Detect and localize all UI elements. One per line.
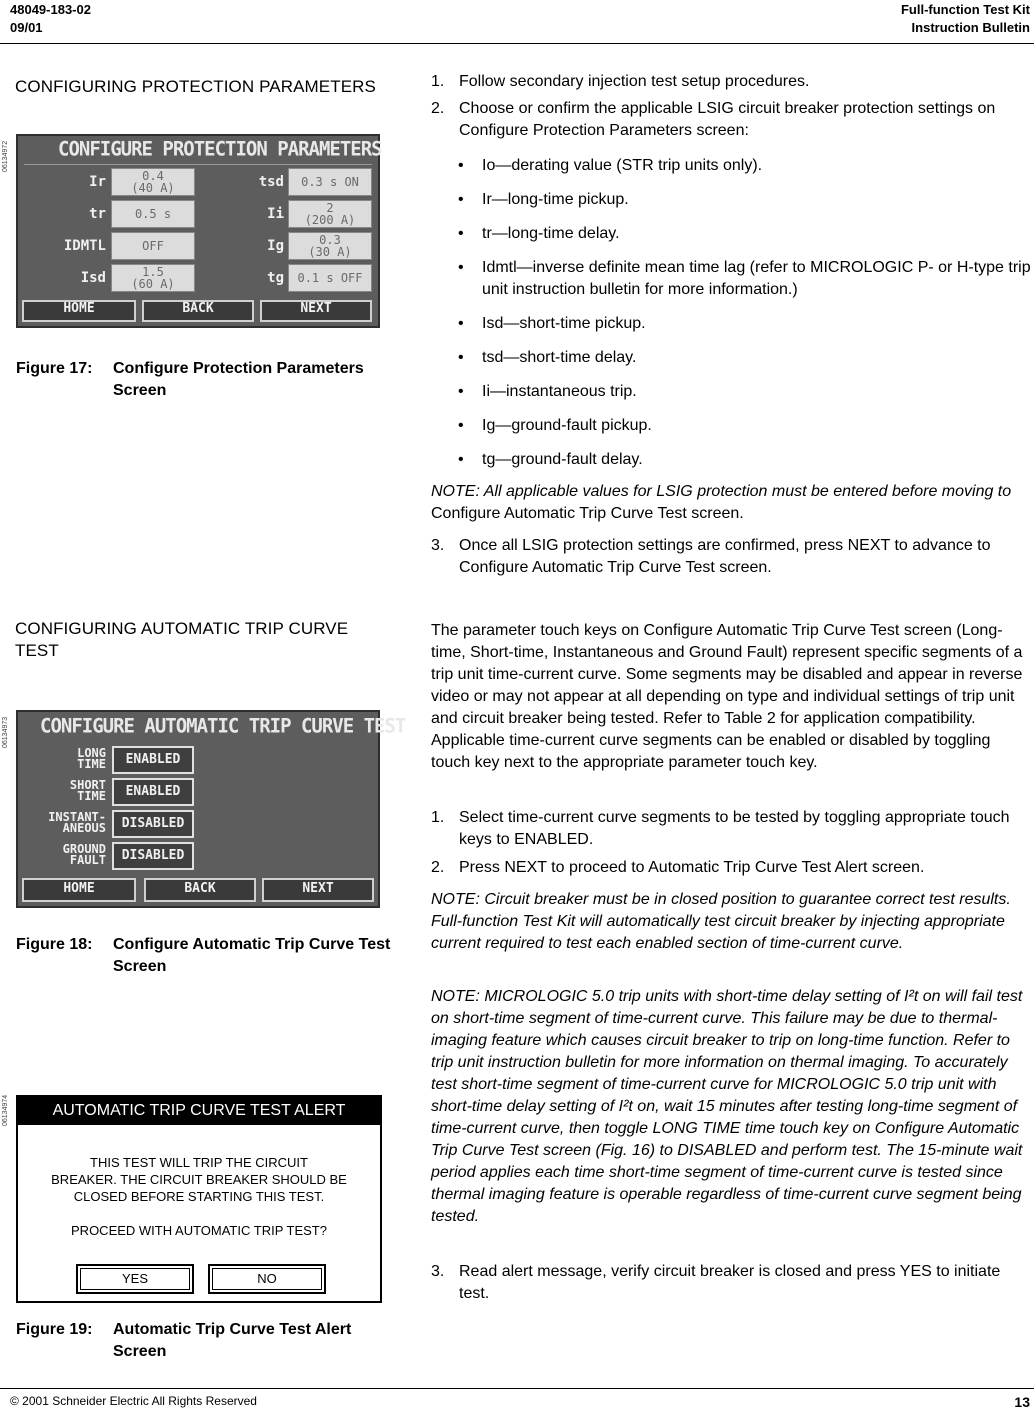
alert-message-line: THIS TEST WILL TRIP THE CIRCUIT: [90, 1155, 308, 1170]
value-line: (60 A): [131, 277, 175, 291]
step-text: Choose or confirm the applicable LSIG circuit breaker protection settings on Configure Protection Parameters screen:: [459, 100, 996, 139]
protection-parameters-screen: [16, 134, 380, 328]
param-value-ir[interactable]: [111, 168, 195, 196]
home-button[interactable]: HOME: [22, 878, 136, 902]
bullet-key: Idmtl: [482, 259, 517, 276]
bullet-key: Ir: [482, 191, 492, 208]
bullet-text: —ground-fault pickup.: [495, 417, 652, 434]
yes-button[interactable]: [76, 1264, 194, 1294]
bullet-text: —instantaneous trip.: [490, 383, 637, 400]
param-label-idmtl: IDMTL: [63, 238, 106, 254]
screen-title: CONFIGURE PROTECTION PARAMETERS: [58, 137, 382, 161]
alert-question: PROCEED WITH AUTOMATIC TRIP TEST?: [71, 1223, 327, 1238]
figure-id: 06134972: [2, 140, 9, 172]
figure-19-caption: [16, 1319, 406, 1363]
param-value-tsd[interactable]: [288, 168, 372, 196]
bullet-key: Isd: [482, 315, 504, 332]
long-time-toggle[interactable]: ENABLED: [112, 746, 194, 774]
step-text: Select time-current curve segments to be tested by toggling appropriate touch keys to ENABLED.: [459, 809, 1010, 848]
header-rule: [0, 43, 1034, 44]
copyright: © 2001 Schneider Electric All Rights Reserved: [10, 1394, 257, 1408]
param-value-idmtl[interactable]: [111, 232, 195, 260]
back-button[interactable]: BACK: [142, 300, 254, 322]
bullet-key: tsd: [482, 349, 504, 366]
key-label-short-time: SHORT TIME: [69, 778, 106, 803]
param-label-ig: Ig: [267, 238, 284, 254]
product-name: Full-function Test Kit: [900, 2, 1030, 17]
section-title-trip-curve: CONFIGURING AUTOMATIC TRIP CURVE TEST: [15, 619, 349, 660]
step-text: Once all LSIG protection settings are confirmed, press NEXT to advance to Configure Automatic Trip Curve Test screen.: [459, 537, 991, 576]
bullet-text: —long-time delay.: [491, 225, 620, 242]
note-lsig: [431, 481, 1029, 525]
no-label: NO: [212, 1268, 322, 1290]
step-number: 3.: [431, 537, 445, 554]
bullet-text: —ground-fault delay.: [495, 451, 643, 468]
param-label-ii: Ii: [267, 206, 284, 222]
trip-curve-intro: The parameter touch keys on Configure Automatic Trip Curve Test screen (Long-time, Short-time, Instantaneous and Ground Fault) represent specific segments of a trip unit time-current curve. Some segments may be disabled and appear in reverse video or may not appear at all depending on type and individual settings of trip unit and circuit breaker being tested. Refer to Table 2 for application compatibility. Applicable time-current curve segments can be enabled or disabled by toggling touch key next to the appropriate parameter touch key.: [431, 622, 1023, 771]
bullet-text: —inverse definite mean time lag (refer to MICROLOGIC P- or H-type trip unit instruction bulletin for more information.): [482, 259, 1031, 298]
key-label-long-time: LONG TIME: [77, 746, 106, 771]
step-number: 1.: [431, 73, 445, 90]
caption-label: Figure 19:: [16, 1321, 93, 1338]
value-line: OFF: [142, 239, 164, 253]
figure-id: 06134973: [2, 716, 9, 748]
screen-title: CONFIGURE AUTOMATIC TRIP CURVE TEST: [40, 714, 406, 738]
bullet-text: —short-time delay.: [503, 349, 637, 366]
value-line: 0.4: [142, 169, 164, 183]
figure-17-caption: [16, 358, 406, 402]
param-label-tg: tg: [267, 270, 284, 286]
step-number: 2.: [431, 100, 445, 117]
next-button[interactable]: NEXT: [262, 878, 374, 902]
no-button[interactable]: [208, 1264, 326, 1294]
footer-rule: [0, 1388, 1034, 1389]
caption-text: Automatic Trip Curve Test Alert Screen: [113, 1321, 352, 1360]
note-italic: NOTE: All applicable values for LSIG protection must be entered before moving to: [431, 483, 1012, 500]
param-label-tsd: tsd: [258, 174, 284, 190]
caption-label: Figure 17:: [16, 360, 93, 377]
value-line: 1.5: [142, 265, 164, 279]
param-value-ig[interactable]: [288, 232, 372, 260]
trip-curve-config-screen: [16, 710, 406, 908]
note-plain: Configure Automatic Trip Curve Test screen.: [431, 505, 744, 522]
key-label-instantaneous: INSTANT- ANEOUS: [48, 810, 106, 835]
param-label-ir: Ir: [89, 174, 106, 190]
back-button[interactable]: BACK: [144, 878, 256, 902]
doc-date: 09/01: [10, 20, 43, 35]
step-text: Read alert message, verify circuit breaker is closed and press YES to initiate test.: [459, 1263, 1001, 1302]
short-time-toggle[interactable]: ENABLED: [112, 778, 194, 806]
param-value-tr[interactable]: [111, 200, 195, 228]
instantaneous-toggle[interactable]: DISABLED: [112, 810, 194, 838]
step-text: Press NEXT to proceed to Automatic Trip Curve Test Alert screen.: [459, 859, 925, 876]
section-title-protection: CONFIGURING PROTECTION PARAMETERS: [15, 77, 376, 96]
value-line: 0.3 s ON: [301, 175, 359, 189]
bullet-text: —long-time pickup.: [491, 191, 629, 208]
doc-number: 48049-183-02: [10, 2, 91, 17]
page-number: 13: [1014, 1394, 1030, 1410]
value-line: 0.5 s: [134, 207, 172, 221]
note-closed-position: NOTE: Circuit breaker must be in closed position to guarantee correct test results. Full-function Test Kit will automatically test circuit breaker by injecting appropriate current required to test each enabled section of time-current curve.: [431, 891, 1011, 952]
bullet-text: —derating value (STR trip units only).: [495, 157, 763, 174]
alert-message-line: CLOSED BEFORE STARTING THIS TEST.: [73, 1189, 325, 1204]
figure-18-caption: [16, 934, 406, 978]
next-button[interactable]: NEXT: [260, 300, 372, 322]
yes-label: YES: [80, 1268, 190, 1290]
bullet-key: Ig: [482, 417, 496, 434]
caption-text: Configure Automatic Trip Curve Test Screen: [113, 936, 391, 975]
step-text: Follow secondary injection test setup procedures.: [459, 73, 810, 90]
bullet-key: tr: [482, 225, 492, 242]
param-value-isd[interactable]: [111, 264, 195, 292]
step-number: 3.: [431, 1263, 445, 1280]
step-number: 2.: [431, 859, 445, 876]
step-number: 1.: [431, 809, 445, 826]
bullet-key: Io: [482, 157, 496, 174]
param-value-tg[interactable]: [288, 264, 372, 292]
home-button[interactable]: HOME: [22, 300, 136, 322]
figure-id: 06134974: [2, 1094, 9, 1126]
trip-test-alert-dialog: [16, 1095, 382, 1303]
value-line: 0.3: [319, 233, 341, 247]
caption-text: Configure Protection Parameters Screen: [113, 360, 364, 399]
ground-fault-toggle[interactable]: DISABLED: [112, 842, 194, 870]
bullet-key: tg: [482, 451, 496, 468]
param-value-ii[interactable]: [288, 200, 372, 228]
value-line: 2: [326, 201, 334, 215]
caption-label: Figure 18:: [16, 936, 93, 953]
alert-message-line: BREAKER. THE CIRCUIT BREAKER SHOULD BE: [51, 1172, 347, 1187]
value-line: (30 A): [308, 245, 352, 259]
value-line: (40 A): [131, 181, 175, 195]
value-line: 0.1 s OFF: [297, 271, 363, 285]
bullet-text: —short-time pickup.: [503, 315, 646, 332]
param-label-tr: tr: [89, 206, 106, 222]
value-line: (200 A): [304, 213, 356, 227]
bullet-key: Ii: [482, 383, 490, 400]
key-label-ground-fault: GROUND FAULT: [62, 842, 106, 867]
alert-title: AUTOMATIC TRIP CURVE TEST ALERT: [18, 1097, 380, 1125]
param-label-isd: Isd: [80, 270, 106, 286]
doc-type: Instruction Bulletin: [911, 20, 1030, 35]
note-micrologic: NOTE: MICROLOGIC 5.0 trip units with short-time delay setting of I²t on will fail test on short-time segment of time-current curve. This failure may be due to thermal-imaging feature which causes circuit breaker to trip on long-time function. Refer to trip unit instruction bulletin for more information on thermal imaging. To accurately test short-time segment of time-current curve for MICROLOGIC 5.0 trip unit with short-time delay setting of I²t on, wait 15 minutes after testing long-time segment of time-current curve, then toggle LONG TIME time touch key on Configure Automatic Trip Curve Test screen (Fig. 16) to DISABLED and perform test. The 15-minute wait period applies each time short-time segment of time-current curve is tested since thermal imaging feature is operable regardless of time-current curve segment being tested.: [431, 988, 1023, 1225]
